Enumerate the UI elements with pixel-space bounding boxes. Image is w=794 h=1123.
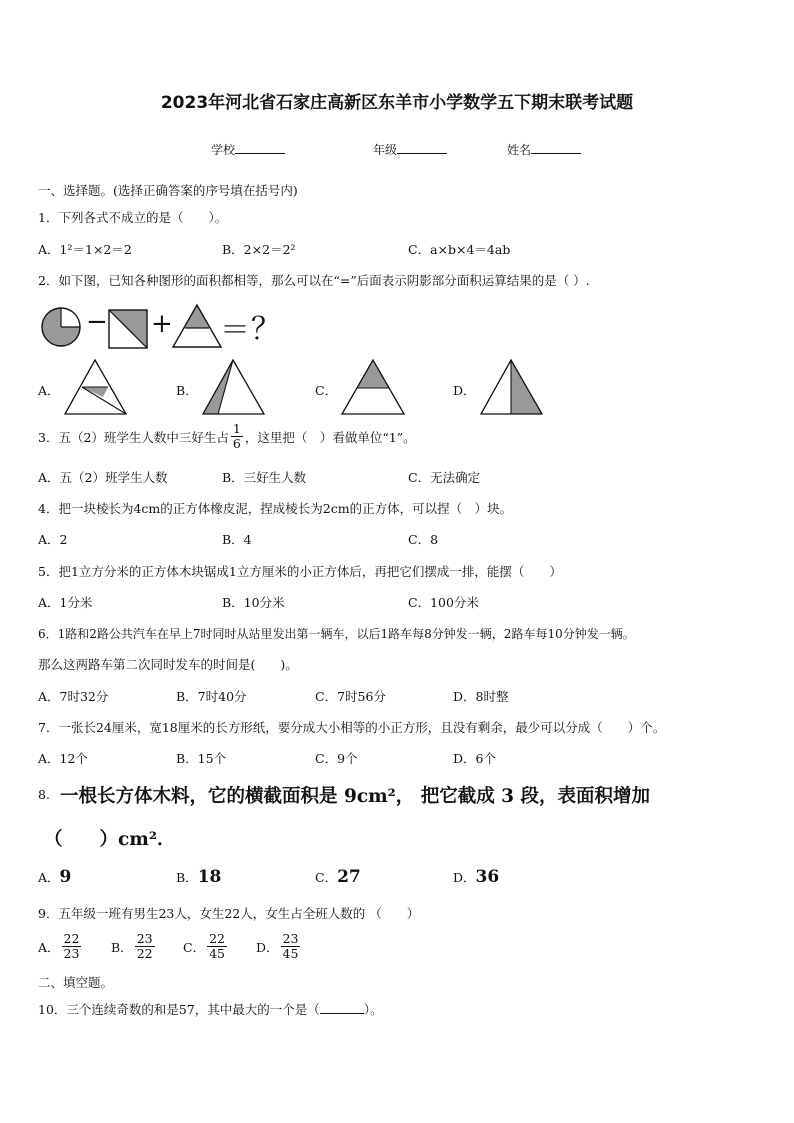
q2-option-a-label[interactable]: A． <box>38 383 60 398</box>
page-title: 2023年河北省石家庄高新区东羊市小学数学五下期末联考试题 <box>160 93 634 113</box>
school-blank[interactable] <box>235 141 285 154</box>
q3-fraction-numerator: 1 <box>232 421 241 436</box>
q10-stem-post: ）。 <box>363 1002 383 1017</box>
name-label: 姓名 <box>507 143 532 157</box>
q8-option-d-label: D． <box>453 870 476 885</box>
q5-stem: 5．把1立方分米的正方体木块锯成1立方厘米的小正方体后，再把它们摆成一排，能摆（ ） <box>38 564 562 579</box>
q9-a-numerator: 22 <box>63 931 80 946</box>
q9-option-a[interactable] <box>38 932 83 961</box>
q2-option-a-figure[interactable] <box>63 359 127 415</box>
q8-option-d[interactable] <box>453 867 499 887</box>
q4-option-b[interactable]: B．4 <box>222 532 252 547</box>
school-field <box>211 141 285 158</box>
q5-option-c[interactable]: C．100分米 <box>408 595 479 610</box>
q8-stem-line1: 一根长方体木料，它的横截面积是 9cm²， 把它截成 3 段，表面积增加 <box>60 786 650 807</box>
q9-option-c-fraction <box>207 932 227 961</box>
q8-option-b-label: B． <box>176 870 198 885</box>
q9-option-c[interactable] <box>183 932 229 961</box>
q9-c-denominator: 45 <box>209 946 225 961</box>
q6-option-d[interactable]: D．8时整 <box>453 689 509 704</box>
circle-shape <box>42 308 80 346</box>
section-heading-choice: 一、选择题。(选择正确答案的序号填在括号内) <box>38 183 298 198</box>
q6-option-b[interactable]: B．7时40分 <box>176 689 247 704</box>
q7-option-b[interactable]: B．15个 <box>176 751 227 766</box>
name-blank[interactable] <box>531 141 581 154</box>
q1-option-a[interactable]: A．1²＝1×2＝2 <box>38 242 132 257</box>
q3-stem-post: ，这里把（ ）看做单位“1”。 <box>244 429 416 445</box>
q4-option-c[interactable]: C．8 <box>408 532 439 547</box>
q10-answer-blank[interactable] <box>320 1001 364 1014</box>
q1-option-b[interactable]: B．2×2＝2² <box>222 242 296 257</box>
q1-stem: 1．下列各式不成立的是（ ）。 <box>38 210 228 225</box>
q9-option-c-label: C． <box>183 939 206 955</box>
q8-option-a[interactable] <box>38 867 71 887</box>
q8-option-a-value: 9 <box>59 867 72 887</box>
q2-option-c-figure[interactable] <box>340 359 406 415</box>
q9-option-a-label: A． <box>38 939 60 955</box>
square-shape <box>109 310 147 348</box>
q5-option-b[interactable]: B．10分米 <box>222 595 285 610</box>
q9-option-a-fraction <box>62 932 82 961</box>
q6-stem-line2: 那么这两路车第二次同时发车的时间是( )。 <box>38 657 298 672</box>
grade-field <box>373 141 447 158</box>
q6-option-a[interactable]: A．7时32分 <box>38 689 109 704</box>
q9-d-denominator: 45 <box>282 946 299 961</box>
grade-blank[interactable] <box>397 141 447 154</box>
q9-d-numerator: 23 <box>282 931 299 946</box>
q3-option-b[interactable]: B．三好生人数 <box>222 470 307 485</box>
q2-option-b-figure[interactable] <box>201 359 265 415</box>
q8-stem-line2: （ ）cm²． <box>44 829 176 850</box>
q8-option-c-value: 27 <box>337 867 361 887</box>
q9-option-d-label: D． <box>256 939 279 955</box>
question-mark: ？ <box>251 312 281 347</box>
q9-b-denominator: 22 <box>136 946 153 961</box>
q3-option-a[interactable]: A．五（2）班学生人数 <box>38 470 168 485</box>
q10-stem-pre: 10．三个连续奇数的和是57，其中最大的一个是（ <box>38 1002 320 1017</box>
q9-c-numerator: 22 <box>209 931 225 946</box>
q8-option-c-label: C． <box>315 870 338 885</box>
q9-stem: 9．五年级一班有男生23人，女生22人，女生占全班人数的 （ ） <box>38 906 420 921</box>
q8-option-b[interactable] <box>176 867 221 887</box>
q9-option-b[interactable] <box>111 932 157 961</box>
q10-stem <box>38 1000 383 1018</box>
q8-option-b-value: 18 <box>197 867 222 887</box>
q7-option-a[interactable]: A．12个 <box>38 751 88 766</box>
q8-number: 8. <box>38 787 50 802</box>
q9-option-d-fraction <box>281 932 301 961</box>
q2-option-c-label[interactable]: C． <box>315 383 338 398</box>
minus-sign: − <box>86 307 108 337</box>
q4-option-a[interactable]: A．2 <box>38 532 68 547</box>
section-heading-fill: 二、填空题。 <box>38 975 114 990</box>
q6-option-c[interactable]: C．7时56分 <box>315 689 386 704</box>
q7-option-d[interactable]: D．6个 <box>453 751 496 766</box>
q3-fraction <box>231 422 243 451</box>
q9-b-numerator: 23 <box>136 931 153 946</box>
name-field <box>507 141 581 158</box>
q2-stem: 2．如下图，已知各种图形的面积都相等，那么可以在“=”后面表示阴影部分面积运算结果的是（ ）. <box>38 273 590 288</box>
q8-option-c[interactable] <box>315 867 361 887</box>
q1-option-c[interactable]: C．a×b×4＝4ab <box>408 242 511 257</box>
q2-option-d-label[interactable]: D． <box>453 383 476 398</box>
q9-option-d[interactable] <box>256 932 302 961</box>
q3-stem <box>38 422 416 451</box>
triangle-shape <box>173 305 221 347</box>
q9-a-denominator: 23 <box>63 946 80 961</box>
q9-option-b-label: B． <box>111 939 133 955</box>
q2-option-b-label[interactable]: B． <box>176 383 198 398</box>
q9-option-b-fraction <box>135 932 155 961</box>
plus-sign: + <box>151 309 173 339</box>
q7-option-c[interactable]: C．9个 <box>315 751 358 766</box>
q3-stem-pre: 3．五（2）班学生人数中三好生占 <box>38 429 229 445</box>
q7-stem: 7．一张长24厘米，宽18厘米的长方形纸，要分成大小相等的小正方形，且没有剩余，最少可以分成（ ）个。 <box>38 720 666 735</box>
grade-label: 年级 <box>373 143 398 157</box>
q5-option-a[interactable]: A．1分米 <box>38 595 93 610</box>
q3-option-c[interactable]: C．无法确定 <box>408 470 481 485</box>
equals-sign: ＝ <box>220 313 250 348</box>
q8-option-a-label: A． <box>38 870 60 885</box>
q4-stem: 4．把一块棱长为4cm的正方体橡皮泥，捏成棱长为2cm的正方体，可以捏（ ）块。 <box>38 501 513 516</box>
school-label: 学校 <box>211 143 236 157</box>
q3-fraction-denominator: 6 <box>232 436 241 451</box>
q2-option-d-figure[interactable] <box>479 359 543 415</box>
q6-stem-line1: 6．1路和2路公共汽车在早上7时同时从站里发出第一辆车，以后1路车每8分钟发一辆，2路车每10分钟发一辆。 <box>38 627 635 641</box>
q8-option-d-value: 36 <box>475 867 500 887</box>
